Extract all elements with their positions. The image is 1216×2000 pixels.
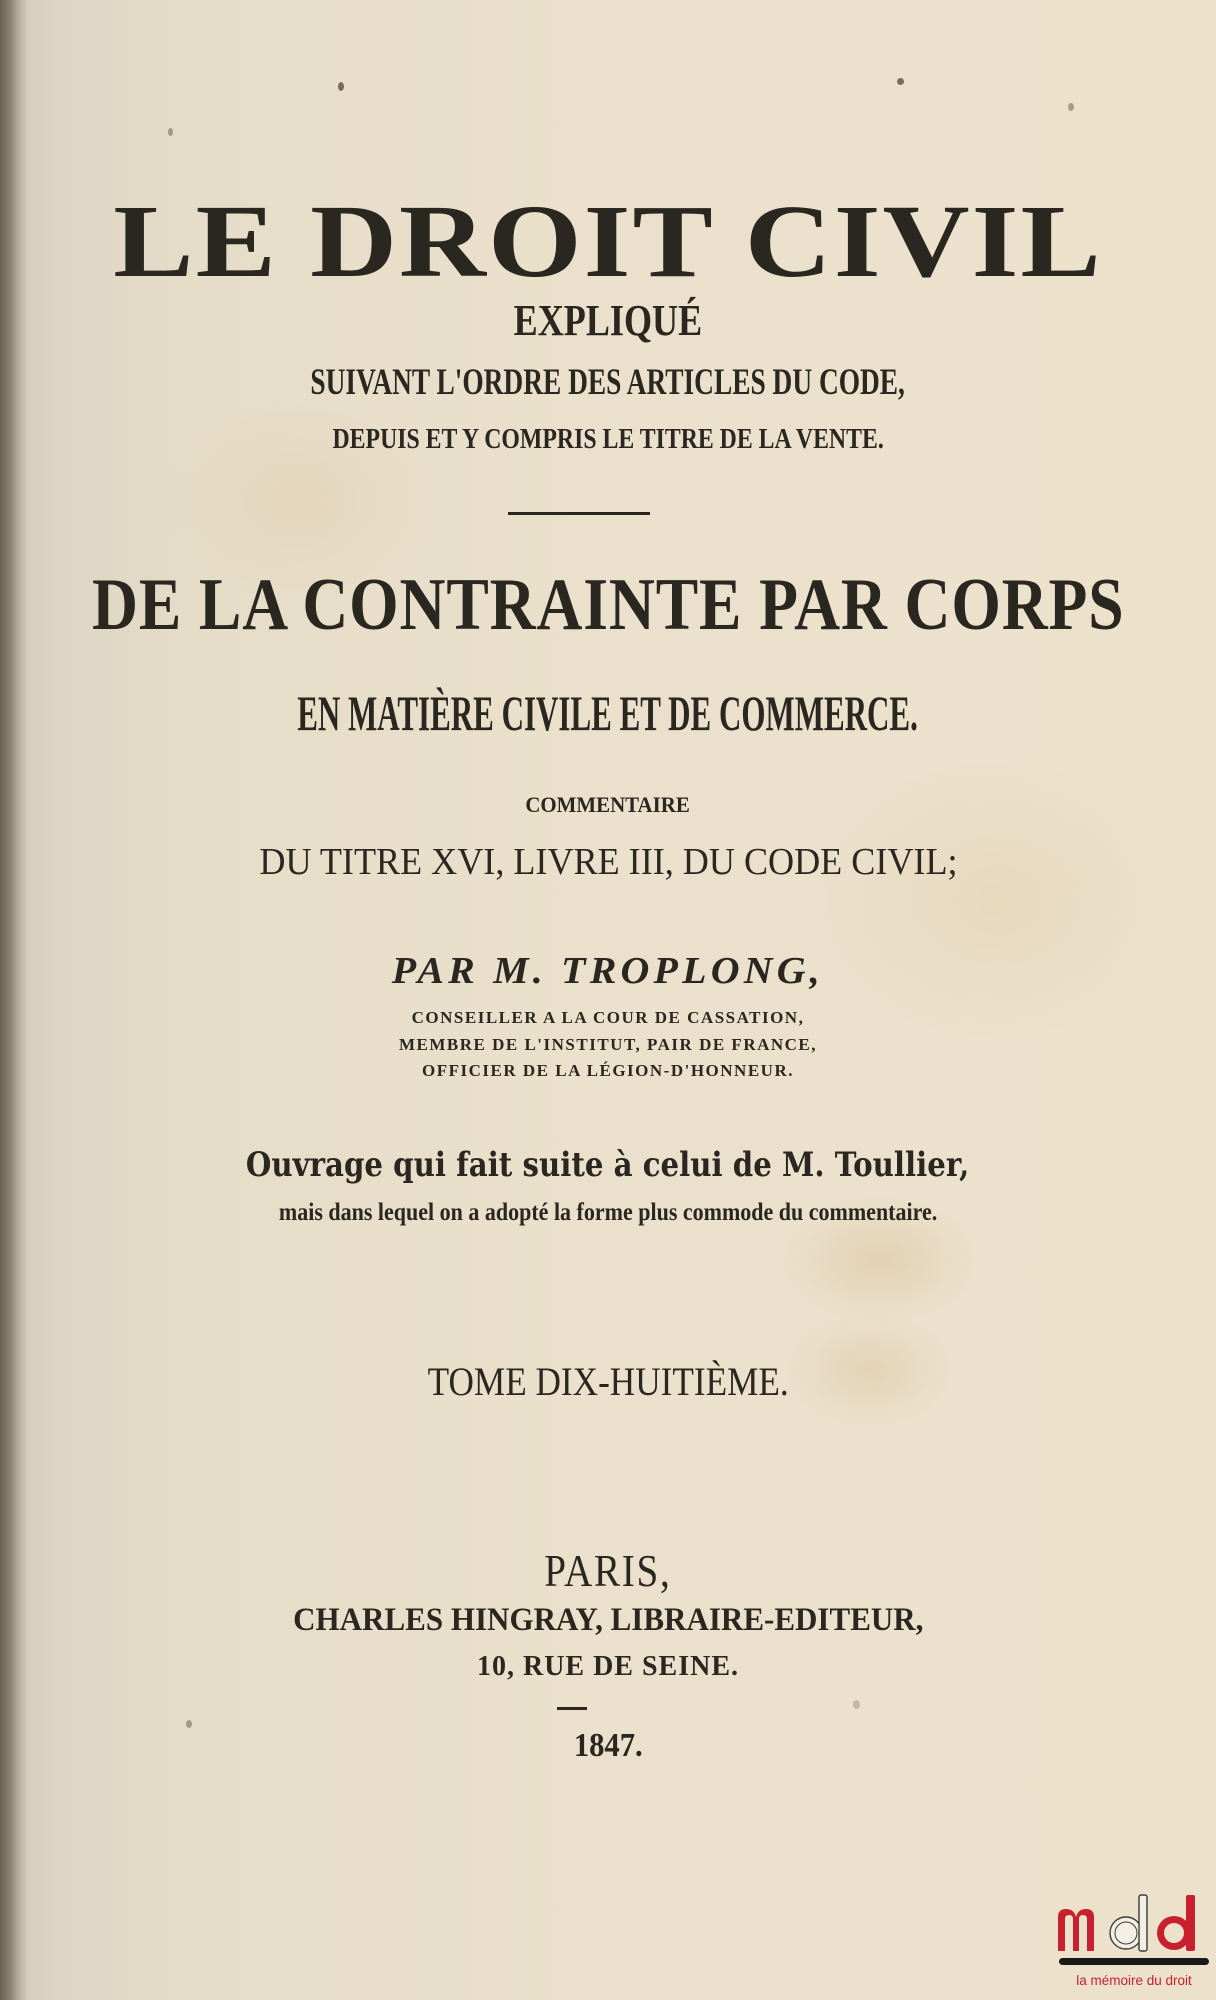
author-title-3: OFFICIER DE LA LÉGION-D'HONNEUR.	[422, 1061, 794, 1080]
foxing-spot	[897, 78, 904, 85]
continuation-note: Ouvrage qui fait suite à celui de M. Toullier,	[246, 1145, 970, 1185]
foxing-spot	[186, 1720, 192, 1728]
foxing-spot	[853, 1700, 860, 1709]
subtitle-titre-vente: DEPUIS ET Y COMPRIS LE TITRE DE LA VENTE.	[332, 423, 884, 455]
subtitle-explique: EXPLIQUÉ	[513, 296, 703, 345]
publication-city: PARIS,	[544, 1545, 672, 1596]
continuation-detail: mais dans lequel on a adopté la forme plus commode du commentaire.	[278, 1199, 938, 1226]
publication-year: 1847.	[573, 1727, 643, 1764]
mdd-logo-watermark	[1054, 1893, 1214, 1998]
commentary-label: COMMENTAIRE	[525, 792, 691, 817]
commentary-scope: DU TITRE XVI, LIVRE III, DU CODE CIVIL;	[258, 841, 958, 883]
main-title: LE DROIT CIVIL	[113, 183, 1103, 300]
section-subtitle: EN MATIÈRE CIVILE ET DE COMMERCE.	[297, 685, 919, 741]
author-title-2: MEMBRE DE L'INSTITUT, PAIR DE FRANCE,	[398, 1035, 818, 1054]
volume-number: TOME DIX-HUITIÈME.	[427, 1359, 789, 1404]
section-title: DE LA CONTRAINTE PAR CORPS	[91, 564, 1125, 646]
divider-rule	[508, 512, 650, 515]
logo-tagline: la mémoire du droit	[1076, 1973, 1192, 1988]
author-title-1: CONSEILLER A LA COUR DE CASSATION,	[411, 1008, 805, 1027]
logo-underline-bar	[1059, 1958, 1209, 1965]
publisher-name: CHARLES HINGRAY, LIBRAIRE-EDITEUR,	[292, 1602, 924, 1638]
mdd-logo-icon	[1054, 1893, 1214, 1953]
foxing-spot	[338, 82, 344, 91]
publisher-address: 10, RUE DE SEINE.	[476, 1651, 740, 1682]
foxing-spot	[168, 128, 173, 136]
author-name: PAR M. TROPLONG,	[391, 950, 825, 992]
subtitle-ordre-articles: SUIVANT L'ORDRE DES ARTICLES DU CODE,	[310, 362, 906, 403]
foxing-spot	[1068, 103, 1074, 111]
short-divider	[557, 1707, 587, 1710]
